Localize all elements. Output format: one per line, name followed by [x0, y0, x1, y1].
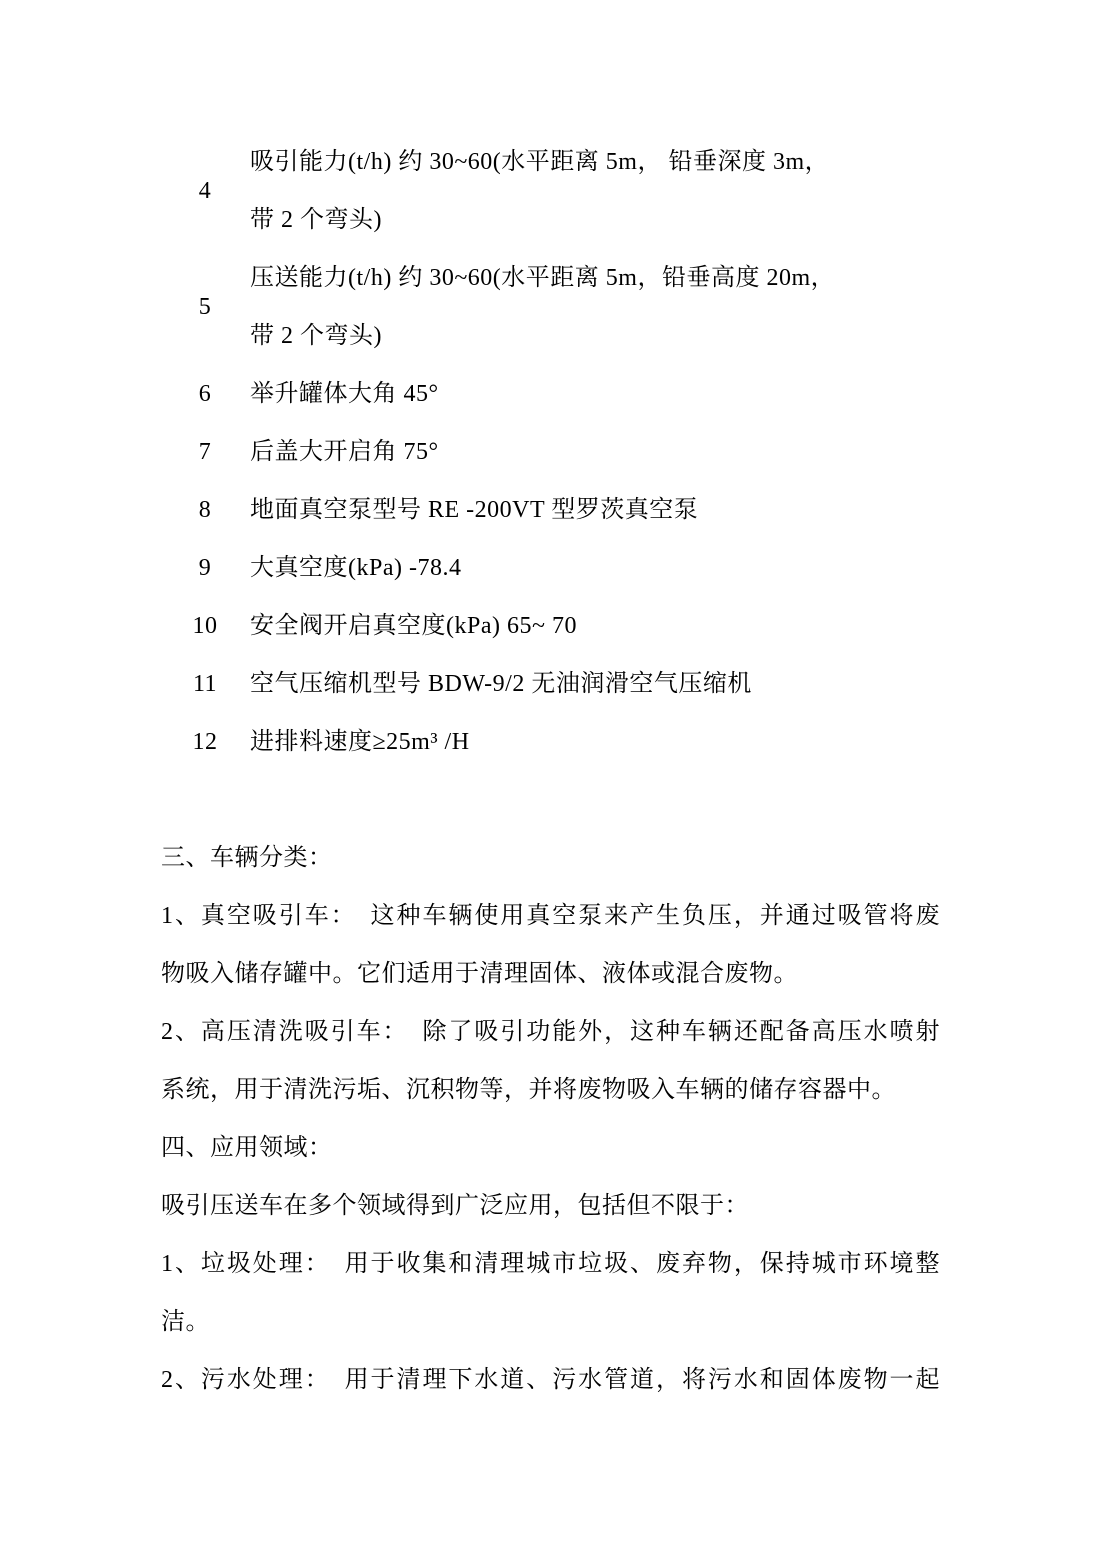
spec-row-10 [161, 597, 940, 655]
spec-row-number: 12 [192, 729, 218, 755]
paragraph-line: 物吸入储存罐中。它们适用于清理固体、液体或混合废物。 [161, 961, 798, 987]
para-sewage-treatment [161, 1351, 940, 1409]
spec-row-number: 4 [198, 178, 212, 204]
spec-line: 压送能力(t/h) 约 30~60(水平距离 5m，铅垂高度 20m， [250, 265, 836, 291]
spec-row-text [250, 249, 940, 365]
para-vacuum-suction-truck [161, 887, 940, 1003]
spec-line: 空气压缩机型号 BDW-9/2 无油润滑空气压缩机 [250, 671, 752, 697]
spec-row-text [250, 133, 940, 249]
spec-line: 举升罐体大角 45° [250, 381, 439, 407]
spec-row-text [250, 539, 940, 597]
para-application-intro [161, 1177, 940, 1235]
heading-vehicle-classification [161, 829, 940, 887]
spec-row-number: 10 [192, 613, 218, 639]
spec-row-text [250, 597, 940, 655]
para-garbage-disposal [161, 1235, 940, 1351]
paragraph-line: 三、车辆分类： [161, 845, 333, 871]
spec-row-6 [161, 365, 940, 423]
spec-row-4 [161, 133, 940, 249]
spec-row-9 [161, 539, 940, 597]
spec-row-7 [161, 423, 940, 481]
spec-row-number: 9 [198, 555, 212, 581]
paragraph-line: 四、应用领域： [161, 1135, 333, 1161]
spec-row-number: 5 [198, 294, 212, 320]
spec-line: 地面真空泵型号 RE -200VT 型罗茨真空泵 [250, 497, 699, 523]
spec-line: 吸引能力(t/h) 约 30~60(水平距离 5m， 铅垂深度 3m， [250, 149, 830, 175]
spec-line: 进排料速度≥25m³ /H [250, 729, 470, 755]
body-text [161, 829, 940, 1409]
spec-row-number: 7 [198, 439, 212, 465]
spec-line: 带 2 个弯头) [250, 323, 382, 349]
spec-row-8 [161, 481, 940, 539]
spec-line: 带 2 个弯头) [250, 207, 382, 233]
spec-row-12 [161, 713, 940, 771]
spec-row-number: 11 [192, 671, 218, 697]
spec-row-number: 6 [198, 381, 212, 407]
spec-row-text [250, 713, 940, 771]
paragraph-line: 吸引压送车在多个领域得到广泛应用，包括但不限于： [161, 1193, 749, 1219]
paragraph-line: 1、真空吸引车： 这种车辆使用真空泵来产生负压，并通过吸管将废 [161, 903, 940, 929]
paragraph-line: 系统，用于清洗污垢、沉积物等，并将废物吸入车辆的储存容器中。 [161, 1077, 896, 1103]
spec-table [161, 133, 940, 771]
spec-row-text [250, 423, 940, 481]
paragraph-line: 2、高压清洗吸引车： 除了吸引功能外，这种车辆还配备高压水喷射 [161, 1019, 940, 1045]
spec-row-5 [161, 249, 940, 365]
spec-row-text [250, 365, 940, 423]
spec-row-11 [161, 655, 940, 713]
heading-application-areas [161, 1119, 940, 1177]
spec-line: 后盖大开启角 75° [250, 439, 439, 465]
spec-row-number: 8 [198, 497, 212, 523]
spec-row-text [250, 481, 940, 539]
paragraph-line: 1、垃圾处理： 用于收集和清理城市垃圾、废弃物，保持城市环境整 [161, 1251, 940, 1277]
blank-line-spacer [161, 771, 940, 829]
spec-line: 安全阀开启真空度(kPa) 65~ 70 [250, 613, 577, 639]
para-high-pressure-cleaning-truck [161, 1003, 940, 1119]
spec-line: 大真空度(kPa) -78.4 [250, 555, 462, 581]
paragraph-line: 2、污水处理： 用于清理下水道、污水管道，将污水和固体废物一起 [161, 1367, 940, 1393]
paragraph-line: 洁。 [161, 1309, 210, 1335]
spec-row-text [250, 655, 940, 713]
